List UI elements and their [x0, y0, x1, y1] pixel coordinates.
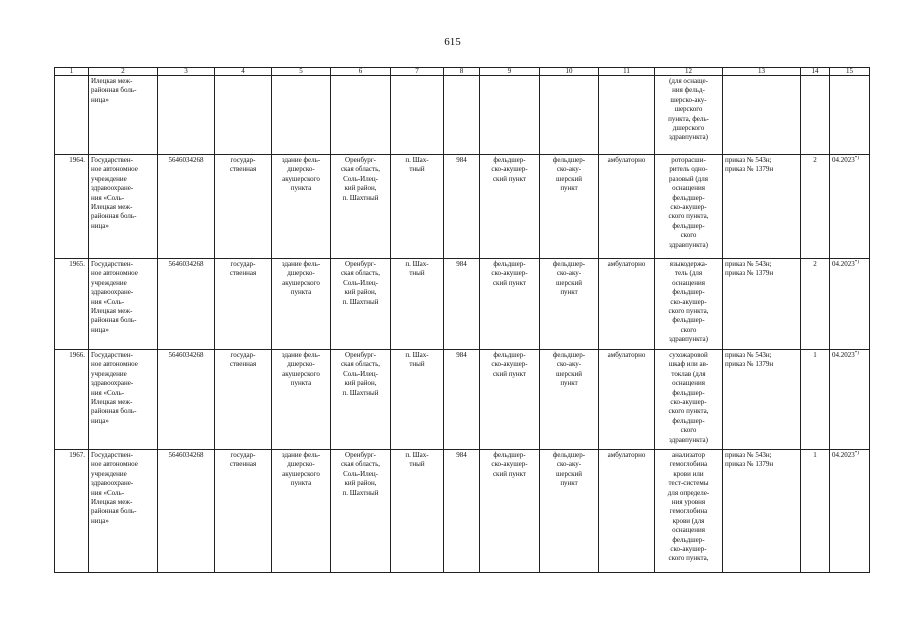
column-header: 15 — [830, 68, 870, 76]
table-cell — [801, 350, 830, 450]
cell-text: приказ № 543н; приказ № 1379н — [725, 260, 774, 278]
table-cell — [599, 350, 655, 450]
table-cell — [158, 450, 215, 573]
cell-text: анализатор гемоглобина крови или тест-системы для определе- ния уровня гемоглобина крови (для оснащения фельдшер- ско-акушер- ского пункта, — [667, 451, 710, 563]
table-cell — [480, 350, 540, 450]
table-cell — [444, 450, 480, 573]
table-cell — [480, 155, 540, 259]
footnote-mark: *) — [854, 260, 859, 265]
column-header: 6 — [331, 68, 391, 76]
column-header: 11 — [599, 68, 655, 76]
cell-text: здание фель- дшерско- акушерского пункта — [281, 260, 321, 297]
cell-text: амбулаторно — [607, 351, 646, 359]
data-table — [54, 67, 870, 573]
cell-text: 2 — [813, 260, 817, 268]
table-cell — [272, 259, 331, 350]
cell-text: приказ № 543н; приказ № 1379н — [725, 351, 774, 369]
table-cell — [444, 350, 480, 450]
table-cell — [158, 259, 215, 350]
table-cell — [444, 155, 480, 259]
table-cell — [830, 76, 870, 155]
cell-text: 984 — [456, 260, 467, 268]
cell-text: фельдшер- ско-аку- шерский пункт — [552, 156, 586, 193]
table-cell — [830, 155, 870, 259]
cell-text: приказ № 543н; приказ № 1379н — [725, 156, 774, 174]
column-header: 9 — [480, 68, 540, 76]
cell-text: Оренбург- ская область, Соль-Илец- кий район, п. Шахтный — [340, 260, 381, 306]
page-number: 615 — [444, 36, 461, 48]
table-row — [55, 155, 870, 259]
footnote-mark: *) — [854, 351, 859, 356]
cell-text: здание фель- дшерско- акушерского пункта — [281, 451, 321, 488]
cell-text: 1 — [813, 451, 817, 459]
cell-text: Государствен- ное автономное учреждение здравоохране- ния «Соль- Илецкая меж- районная боль- ница» — [91, 451, 138, 525]
table-cell — [655, 350, 723, 450]
table-cell — [331, 350, 391, 450]
table-cell — [480, 76, 540, 155]
table-cell — [391, 450, 444, 573]
cell-text: фельдшер- ско-аку- шерский пункт — [552, 351, 586, 388]
table-cell — [272, 350, 331, 450]
column-header: 8 — [444, 68, 480, 76]
cell-text: п. Шах- тный — [405, 260, 429, 278]
cell-text: государ- ственная — [229, 260, 257, 278]
column-header: 5 — [272, 68, 331, 76]
cell-text: Государствен- ное автономное учреждение здравоохране- ния «Соль- Илецкая меж- районная боль- ница» — [91, 260, 138, 334]
cell-text: Оренбург- ская область, Соль-Илец- кий район, п. Шахтный — [340, 156, 381, 202]
table-cell — [540, 259, 599, 350]
cell-text: государ- ственная — [229, 351, 257, 369]
table-cell — [444, 76, 480, 155]
table-cell — [391, 76, 444, 155]
header-row — [55, 68, 870, 76]
table-cell — [655, 259, 723, 350]
table-cell — [331, 155, 391, 259]
cell-text: 5646034268 — [168, 451, 204, 459]
table-cell — [540, 450, 599, 573]
cell-text: амбулаторно — [607, 451, 646, 459]
table-row — [55, 450, 870, 573]
cell-text: Оренбург- ская область, Соль-Илец- кий район, п. Шахтный — [340, 351, 381, 397]
cell-text: фельдшер- ско-акушер- ский пункт — [491, 260, 528, 287]
column-header: 1 — [55, 68, 89, 76]
cell-text: 1 — [813, 351, 817, 359]
table-cell — [480, 259, 540, 350]
cell-text: п. Шах- тный — [405, 156, 429, 174]
table-cell — [55, 259, 89, 350]
cell-text: 04.2023 — [832, 451, 855, 459]
cell-text: сухожаровой шкаф или ав- токлав (для оснащения фельдшер- ско-акушер- ского пункта, фельдшер- ского здравпункта) — [668, 351, 709, 444]
table-cell — [391, 155, 444, 259]
table-row — [55, 259, 870, 350]
table-cell — [801, 155, 830, 259]
cell-text: фельдшер- ско-акушер- ский пункт — [491, 156, 528, 183]
table-cell — [723, 76, 801, 155]
table-cell — [215, 76, 272, 155]
cell-text: 5646034268 — [168, 351, 204, 359]
cell-text: приказ № 543н; приказ № 1379н — [725, 451, 774, 469]
table-cell — [599, 259, 655, 350]
table-cell — [272, 155, 331, 259]
table-cell — [391, 259, 444, 350]
table-cell — [830, 259, 870, 350]
table-cell — [801, 76, 830, 155]
table-cell — [158, 350, 215, 450]
footnote-mark: *) — [854, 451, 859, 456]
cell-text: Оренбург- ская область, Соль-Илец- кий район, п. Шахтный — [340, 451, 381, 497]
table-cell — [655, 76, 723, 155]
table-cell — [540, 155, 599, 259]
cell-text: п. Шах- тный — [405, 451, 429, 469]
table-cell — [158, 76, 215, 155]
table-cell — [158, 155, 215, 259]
column-header: 12 — [655, 68, 723, 76]
table-cell — [599, 155, 655, 259]
table-cell — [723, 450, 801, 573]
table-cell — [55, 76, 89, 155]
table-cell — [655, 450, 723, 573]
column-header: 4 — [215, 68, 272, 76]
table-cell — [723, 259, 801, 350]
cell-text: 1966. — [69, 351, 85, 359]
table-row — [55, 76, 870, 155]
table-cell — [391, 350, 444, 450]
table-cell — [272, 76, 331, 155]
cell-text: п. Шах- тный — [405, 351, 429, 369]
cell-text: Государствен- ное автономное учреждение здравоохране- ния «Соль- Илецкая меж- районная боль- ница» — [91, 351, 138, 425]
table-cell — [89, 76, 158, 155]
table-cell — [331, 76, 391, 155]
cell-text: государ- ственная — [229, 156, 257, 174]
cell-text: 2 — [813, 156, 817, 164]
cell-text: фельдшер- ско-аку- шерский пункт — [552, 451, 586, 488]
column-header: 10 — [540, 68, 599, 76]
cell-text: Илецкая меж- районная боль- ница» — [91, 77, 137, 104]
table-cell — [723, 155, 801, 259]
cell-text: 984 — [456, 156, 467, 164]
table-cell — [55, 155, 89, 259]
column-header: 14 — [801, 68, 830, 76]
cell-text: фельдшер- ско-акушер- ский пункт — [491, 351, 528, 378]
column-header: 3 — [158, 68, 215, 76]
cell-text: (для оснаще- ния фельд- шерско-аку- шерского пункта, фель- дшерского здравпункта) — [668, 77, 709, 142]
table-cell — [480, 450, 540, 573]
table-cell — [801, 259, 830, 350]
cell-text: 04.2023 — [832, 156, 855, 164]
cell-text: амбулаторно — [607, 260, 646, 268]
cell-text: языкодержа- тель (для оснащения фельдшер- ско-акушер- ского пункта, фельдшер- ского здравпункта) — [668, 260, 709, 344]
cell-text: здание фель- дшерско- акушерского пункта — [281, 351, 321, 388]
cell-text: фельдшер- ско-акушер- ский пункт — [491, 451, 528, 478]
footnote-mark: *) — [854, 156, 859, 161]
column-header: 2 — [89, 68, 158, 76]
table-cell — [89, 259, 158, 350]
cell-text: здание фель- дшерско- акушерского пункта — [281, 156, 321, 193]
table-cell — [830, 450, 870, 573]
table-cell — [215, 259, 272, 350]
cell-text: 04.2023 — [832, 351, 855, 359]
table-cell — [272, 450, 331, 573]
table-cell — [540, 76, 599, 155]
table-cell — [55, 350, 89, 450]
cell-text: Государствен- ное автономное учреждение здравоохране- ния «Соль- Илецкая меж- районная боль- ница» — [91, 156, 138, 230]
table-row — [55, 350, 870, 450]
column-header: 13 — [723, 68, 801, 76]
cell-text: 1967. — [69, 451, 85, 459]
cell-text: 04.2023 — [832, 260, 855, 268]
cell-text: амбулаторно — [607, 156, 646, 164]
cell-text: фельдшер- ско-аку- шерский пункт — [552, 260, 586, 297]
table-cell — [444, 259, 480, 350]
cell-text: государ- ственная — [229, 451, 257, 469]
table-cell — [723, 350, 801, 450]
table-cell — [89, 155, 158, 259]
table-cell — [331, 450, 391, 573]
table-cell — [89, 350, 158, 450]
table-cell — [655, 155, 723, 259]
table-cell — [540, 350, 599, 450]
table-cell — [215, 155, 272, 259]
table-cell — [599, 450, 655, 573]
table-cell — [215, 450, 272, 573]
cell-text: 5646034268 — [168, 260, 204, 268]
cell-text: 5646034268 — [168, 156, 204, 164]
cell-text: роторасши- ритель одно- разовый (для оснащения фельдшер- ско-акушер- ского пункта, фельдшер- ского здравпункта) — [668, 156, 709, 249]
table-cell — [331, 259, 391, 350]
cell-text: 1964. — [69, 156, 85, 164]
cell-text: 1965. — [69, 260, 85, 268]
table-cell — [599, 76, 655, 155]
cell-text: 984 — [456, 451, 467, 459]
table-cell — [830, 350, 870, 450]
cell-text: 984 — [456, 351, 467, 359]
table-cell — [801, 450, 830, 573]
table-cell — [55, 450, 89, 573]
table-cell — [215, 350, 272, 450]
table-cell — [89, 450, 158, 573]
column-header: 7 — [391, 68, 444, 76]
